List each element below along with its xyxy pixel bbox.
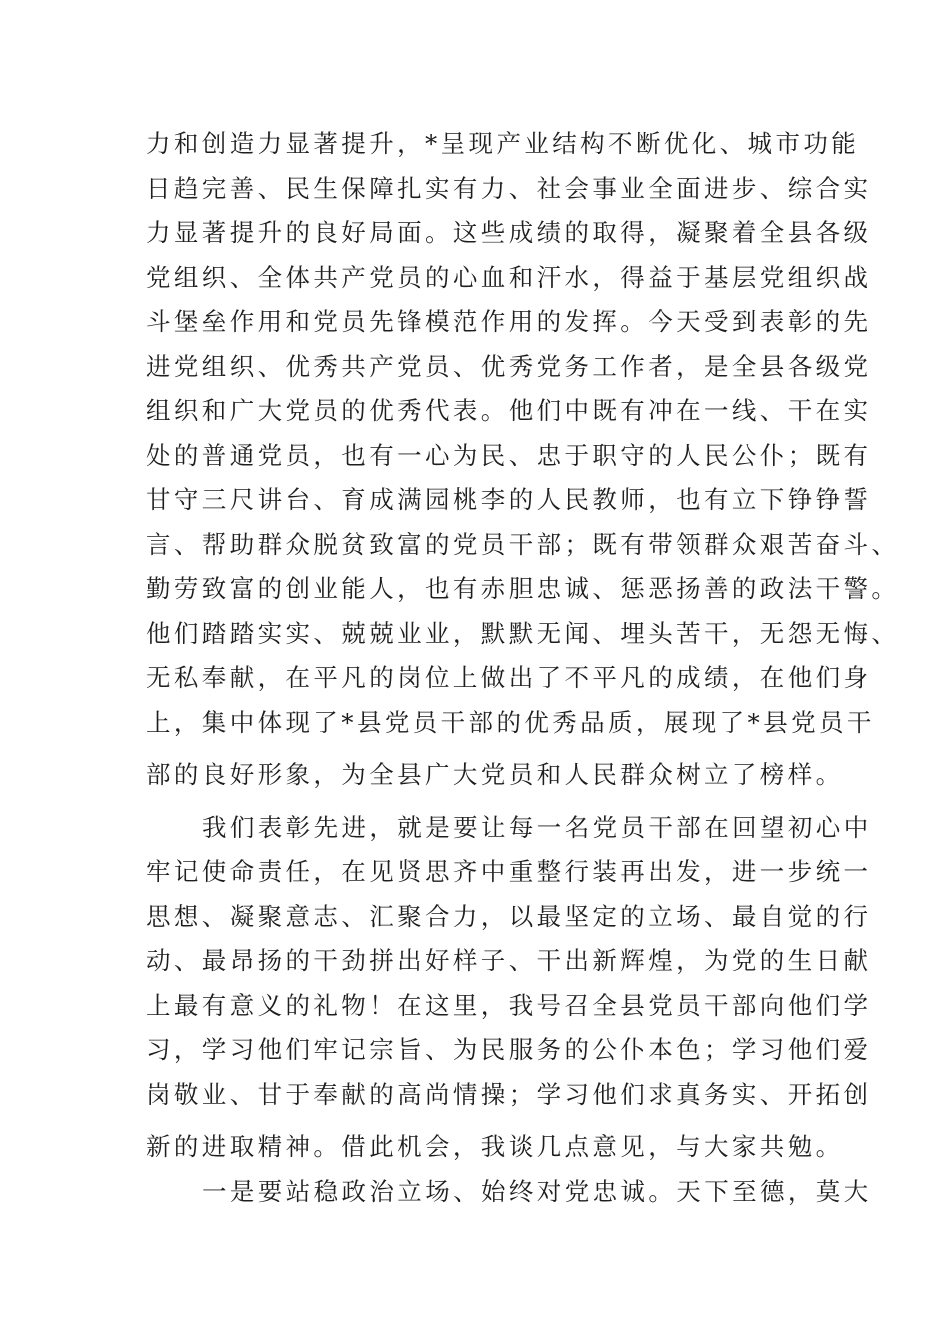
text-line: 思想、凝聚意志、汇聚合力，以最坚定的立场、最自觉的行 [146, 901, 872, 931]
text-line: 力显著提升的良好局面。这些成绩的取得，凝聚着全县各级 [146, 218, 872, 247]
text-line: 无私奉献，在平凡的岗位上做出了不平凡的成绩，在他们身 [146, 663, 872, 692]
text-line: 日趋完善、民生保障扎实有力、社会事业全面进步、综合实 [146, 173, 872, 203]
text-line: 上最有意义的礼物！在这里，我号召全县党员干部向他们学 [146, 990, 872, 1020]
text-line: 组织和广大党员的优秀代表。他们中既有冲在一线、干在实 [146, 396, 872, 425]
text-line: 动、最昂扬的干劲拼出好样子、干出新辉煌，为党的生日献 [146, 946, 872, 975]
document-body [146, 122, 900, 1214]
text-line: 我们表彰先进，就是要让每一名党员干部在回望初心中 [202, 812, 872, 842]
paragraph [146, 806, 872, 1170]
text-line: 新的进取精神。借此机会，我谈几点意见，与大家共勉。 [146, 1132, 844, 1161]
paragraph [146, 122, 900, 798]
paragraph [146, 1170, 872, 1215]
text-line: 甘守三尺讲台、育成满园桃李的人民教师，也有立下铮铮誓 [146, 485, 872, 514]
text-line: 他们踏踏实实、兢兢业业，默默无闻、埋头苦干，无怨无悔、 [146, 618, 900, 648]
text-line: 勤劳致富的创业能人，也有赤胆忠诚、惩恶扬善的政法干警。 [146, 574, 900, 603]
text-line: 上，集中体现了*县党员干部的优秀品质，展现了*县党员干 [146, 707, 875, 737]
text-line: 力和创造力显著提升，*呈现产业结构不断优化、城市功能 [146, 129, 860, 158]
text-line: 岗敬业、甘于奉献的高尚情操；学习他们求真务实、开拓创 [146, 1079, 872, 1109]
text-line: 斗堡垒作用和党员先锋模范作用的发挥。今天受到表彰的先 [146, 307, 872, 336]
text-line: 进党组织、优秀共产党员、优秀党务工作者，是全县各级党 [146, 351, 872, 381]
text-line: 言、帮助群众脱贫致富的党员干部；既有带领群众艰苦奋斗、 [146, 529, 900, 559]
text-line: 习，学习他们牢记宗旨、为民服务的公仆本色；学习他们爱 [146, 1035, 872, 1064]
text-line: 部的良好形象，为全县广大党员和人民群众树立了榜样。 [146, 760, 844, 789]
text-line: 一是要站稳政治立场、始终对党忠诚。天下至德，莫大 [202, 1176, 872, 1206]
text-line: 处的普通党员，也有一心为民、忠于职守的人民公仆；既有 [146, 440, 872, 470]
text-line: 党组织、全体共产党员的心血和汗水，得益于基层党组织战 [146, 262, 872, 292]
text-line: 牢记使命责任，在见贤思齐中重整行装再出发，进一步统一 [146, 857, 872, 886]
